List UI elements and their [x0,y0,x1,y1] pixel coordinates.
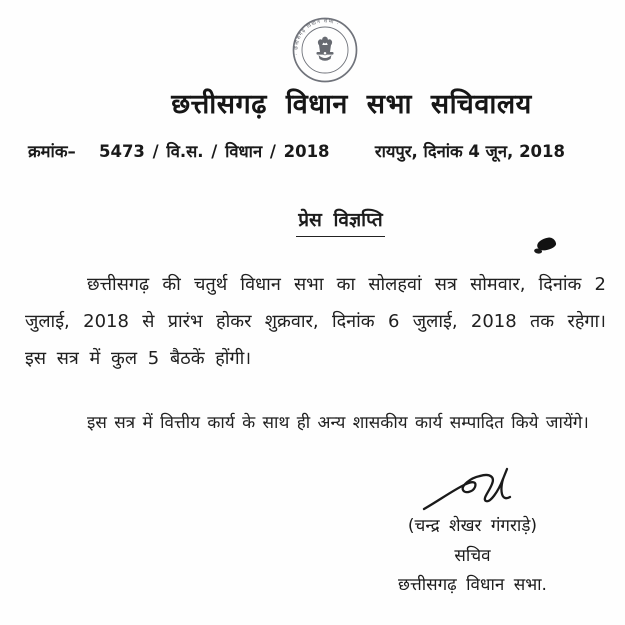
body-paragraph-1: छत्तीसगढ़ की चतुर्थ विधान सभा का सोलहवां सत्र सोमवार, दिनांक 2 जुलाई, 2018 से प्रारंभ होकर शुक्रवार, दिनांक 6 जुलाई, 2018 तक रहेगा। इस सत्र में कुल 5 बैठकें होंगी। [25,274,606,369]
ink-smudge-artifact [536,236,557,251]
letterhead-title: छत्तीसगढ़ विधान सभा सचिवालय [171,89,532,120]
signatory-block [345,512,600,601]
signatory-designation: सचिव [454,545,491,566]
reference-label: क्रमांक– [28,142,76,161]
assembly-seal-icon [291,16,359,84]
reference-number [28,139,330,162]
reference-row [28,139,565,162]
handwritten-signature [420,464,540,514]
signatory-organization: छत्तीसगढ़ विधान सभा. [398,575,547,595]
body-paragraph-2: इस सत्र में वित्तीय कार्य के साथ ही अन्य शासकीय कार्य सम्पादित किये जायेंगे। [87,413,589,433]
place-date: रायपुर, दिनांक 4 जून, 2018 [374,142,565,161]
svg-text:· छत्तीसगढ़ विधान सभा ·: · छत्तीसगढ़ विधान सभा · [293,18,341,56]
document-heading: प्रेस विज्ञप्ति [296,206,385,237]
reference-value: 5473 / वि.स. / विधान / 2018 [98,142,330,161]
signatory-name: (चन्द्र शेखर गंगराड़े) [407,516,538,536]
heading-wrap [0,206,625,237]
